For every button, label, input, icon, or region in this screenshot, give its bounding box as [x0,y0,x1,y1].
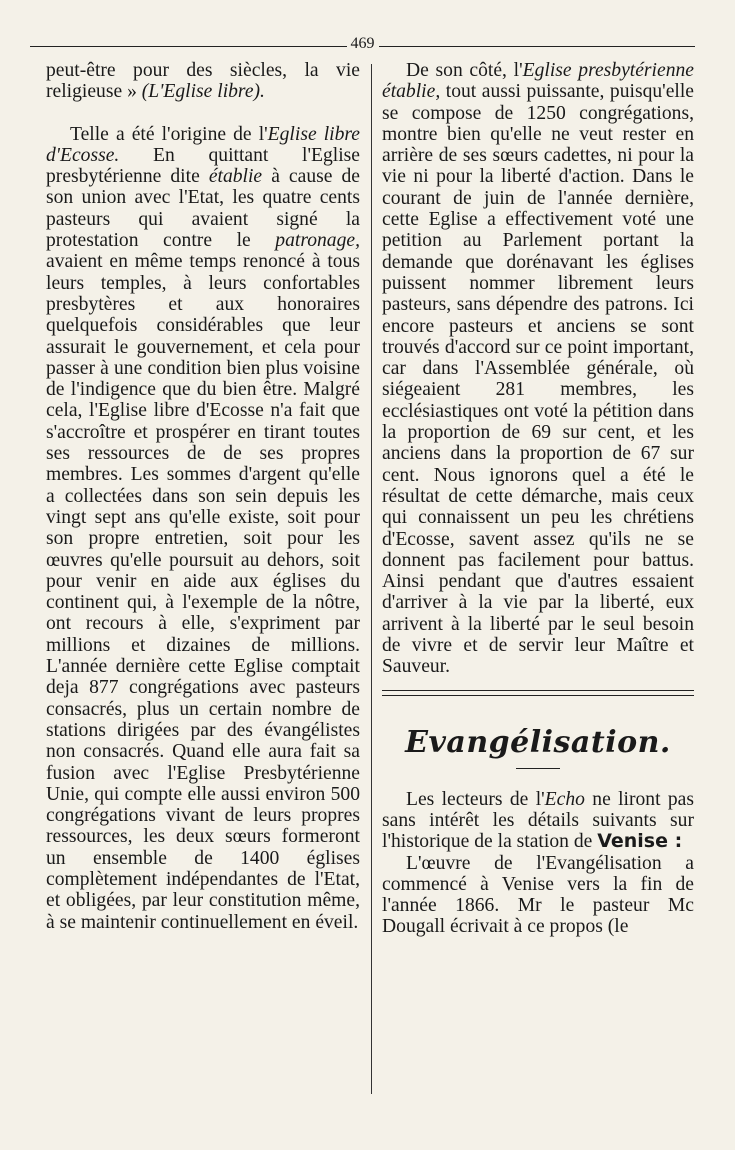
venise-heading: Venise : [597,830,683,853]
title-underline [516,768,560,769]
page-header [30,34,695,56]
paragraph-eglise-etablie: De son côté, l'Eglise presbytérienne établie, tout aussi puissante, puisqu'elle se compose de 1250 congrégations, montre bien qu'elle ne veut rester en arrière de ses sœurs cadettes, ni pour la vie ni pour la liberté d'action. Dans le courant de juin de l'année dernière, cette Eglise a effectivement voté une petition au Parlement portant la demande que dorénavant les églises puissent nommer librement leurs pasteurs, sans dépendre des patrons. Ici encore pasteurs et anciens se sont trouvés d'accord sur ce point important, car dans l'Assemblée générale, où siégeaient 281 membres, les ecclésiastiques ont voté la pétition dans la proportion de 69 sur cent, et les anciens dans la proportion de 67 sur cent. Nous ignorons quel a été le résultat de cette démarche, mais ceux qui connaissent un peu les chrétiens d'Ecosse, savent assez qu'ils ne se donnent pas facilement pour battus. Ainsi pendant que d'autres essaient d'arriver à la vie par la liberté, eux arrivent à la liberté par le seul besoin de vivre et de servir leur Maître et Sauveur. [382,60,694,678]
paragraph-venise-history: L'œuvre de l'Evangélisation a commencé à Venise vers la fin de l'année 1866. Mr le pasteur Mc Dougall écrivait à ce propos (le [382,852,694,938]
paragraph-eglise-libre: Telle a été l'origine de l'Eglise libre d'Ecosse. En quittant l'Eglise presbytérienne dite établie à cause de son union avec l'Etat, les quatre cents pasteurs qui avaient signé la protestation contre le patronage, avaient en même temps renoncé à tous leurs temples, à leurs confortables presbytères et aux honoraires quelquefois considérables que leur assurait le gouvernement, et cela pour passer à une condition bien plus voisine de l'indigence que du bien être. Malgré cela, l'Eglise libre d'Ecosse n'a fait que s'accroître et prospérer en tirant toutes ses ressources de de ses propres membres. Les sommes d'argent qu'elle a collectées dans son sein depuis les vingt sept ans qu'elle existe, soit pour son propre entretien, soit pour les œuvres qu'elle poursuit au dehors, soit pour venir en aide aux églises du continent qui, à l'exemple de la nôtre, ont recours à elle, s'expriment par millions et dizaines de millions. L'année dernière cette Eglise comptait deja 877 congrégations avec pasteurs consacrés, plus un certain nombre de stations dirigées par des évangélistes non consacrés. Quand elle aura fait sa fusion avec l'Eglise Presbytérienne Unie, qui compte elle aussi environ 500 congrégations vivant de leurs propres ressources, les deux sœurs formeront un ensemble de 1400 églises complètement indépendantes de l'Etat, et obligées, par leur constitution même, à se maintenir continuellement en éveil. [46,123,360,933]
page-number: 469 [347,34,379,54]
citation: (L'Eglise libre). [141,81,265,103]
paragraph-intro-venise: Les lecteurs de l'Echo ne liront pas sans intérêt les détails suivants sur l'historique de la station de Venise : [382,788,694,853]
right-column [382,60,694,938]
paragraph-continuation: peut-être pour des siècles, la vie religieuse » (L'Eglise libre). [46,60,360,103]
section-title: Evangélisation. [405,724,671,760]
section-separator [382,690,694,696]
left-column [46,60,360,933]
column-divider [371,64,372,1094]
